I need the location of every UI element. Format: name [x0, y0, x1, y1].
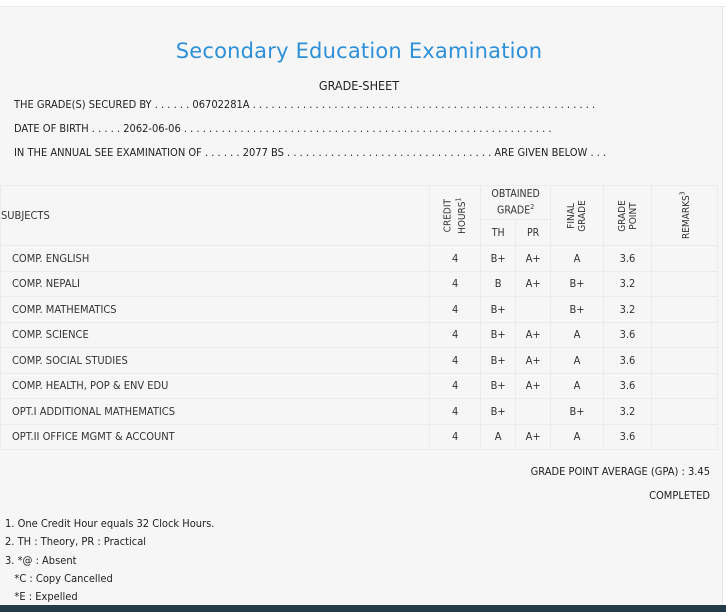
remarks-cell: [651, 297, 717, 323]
table-row: [1, 348, 718, 374]
grade-point-cell: 3.6: [604, 373, 652, 399]
pr-grade-cell: A+: [516, 348, 551, 374]
pr-grade-cell: A+: [516, 271, 551, 297]
footer-bar: [0, 605, 726, 612]
credit-cell: 4: [430, 322, 481, 348]
credit-cell: 4: [430, 246, 481, 272]
final-grade-cell: B+: [551, 297, 604, 323]
remarks-cell: [651, 322, 717, 348]
credit-cell: 4: [430, 297, 481, 323]
subject-cell: OPT.I ADDITIONAL MATHEMATICS: [1, 399, 430, 425]
sheet-subtitle: GRADE-SHEET: [318, 78, 400, 93]
remarks-header: REMARKS$^3$: [651, 186, 717, 246]
pr-subheader: PR: [516, 220, 551, 246]
note-absent: 3. *@ : Absent: [5, 554, 77, 567]
grade-point-cell: 3.2: [604, 271, 652, 297]
grade-point-cell: 3.2: [604, 399, 652, 425]
subject-cell: COMP. ENGLISH: [1, 246, 430, 272]
credit-cell: 4: [430, 271, 481, 297]
table-row: [1, 246, 718, 272]
pr-grade-cell: A+: [516, 322, 551, 348]
pr-grade-cell: [516, 399, 551, 425]
info-symbol-number: THE GRADE(S) SECURED BY . . . . . . 06702281A . . . . . . . . . . . . . . . . . . . . . . . . . . . . . . . . . . . . . . . . . . . . . . . . . . . . . . .: [14, 98, 596, 111]
grade-point-cell: 3.6: [604, 246, 652, 272]
subject-cell: OPT.II OFFICE MGMT & ACCOUNT: [1, 424, 430, 450]
final-grade-cell: A: [551, 348, 604, 374]
obtained-grade-header: OBTAINED GRADE$^2$: [481, 186, 551, 220]
final-grade-cell: A: [551, 246, 604, 272]
th-grade-cell: B: [481, 271, 516, 297]
note-expelled: *E : Expelled: [5, 590, 78, 603]
remarks-cell: [651, 373, 717, 399]
gpa-summary: GRADE POINT AVERAGE (GPA) : 3.45: [530, 465, 710, 478]
remarks-cell: [651, 246, 717, 272]
pr-grade-cell: A+: [516, 424, 551, 450]
grade-point-cell: 3.6: [604, 322, 652, 348]
table-row: [1, 271, 718, 297]
note-copy-cancelled: *C : Copy Cancelled: [5, 572, 113, 585]
table-row: [1, 424, 718, 450]
info-date-of-birth: DATE OF BIRTH . . . . . 2062-06-06 . . . . . . . . . . . . . . . . . . . . . . . . . . . . . . . . . . . . . . . . . . . . . . . . . . . . . . . . . . .: [14, 122, 552, 135]
credit-cell: 4: [430, 348, 481, 374]
info-exam-year: IN THE ANNUAL SEE EXAMINATION OF . . . . . . 2077 BS . . . . . . . . . . . . . . . . . . . . . . . . . . . . . . . . . ARE GIVEN BELOW . . .: [14, 146, 607, 159]
completion-status: COMPLETED: [649, 489, 710, 502]
remarks-cell: [651, 348, 717, 374]
grade-point-cell: 3.2: [604, 297, 652, 323]
credit-cell: 4: [430, 373, 481, 399]
subjects-header: SUBJECTS: [1, 186, 430, 246]
th-grade-cell: B+: [481, 297, 516, 323]
grade-sheet-panel: [0, 7, 723, 605]
th-subheader: TH: [481, 220, 516, 246]
credit-hours-header: CREDIT HOURS$^1$: [430, 186, 481, 246]
note-theory-practical: 2. TH : Theory, PR : Practical: [5, 535, 147, 548]
subject-cell: COMP. SCIENCE: [1, 322, 430, 348]
th-grade-cell: A: [481, 424, 516, 450]
remarks-cell: [651, 424, 717, 450]
note-credit-hour: 1. One Credit Hour equals 32 Clock Hours.: [5, 517, 215, 530]
th-grade-cell: B+: [481, 399, 516, 425]
table-row: [1, 373, 718, 399]
pr-grade-cell: A+: [516, 246, 551, 272]
th-grade-cell: B+: [481, 348, 516, 374]
subject-cell: COMP. MATHEMATICS: [1, 297, 430, 323]
final-grade-cell: A: [551, 373, 604, 399]
remarks-cell: [651, 399, 717, 425]
subject-cell: COMP. SOCIAL STUDIES: [1, 348, 430, 374]
grade-point-cell: 3.6: [604, 424, 652, 450]
final-grade-cell: B+: [551, 399, 604, 425]
final-grade-cell: A: [551, 424, 604, 450]
table-row: [1, 399, 718, 425]
exam-title: Secondary Education Examination: [175, 39, 543, 63]
subject-cell: COMP. HEALTH, POP & ENV EDU: [1, 373, 430, 399]
th-grade-cell: B+: [481, 322, 516, 348]
grade-point-header: GRADE POINT: [604, 186, 652, 246]
pr-grade-cell: [516, 297, 551, 323]
grade-point-cell: 3.6: [604, 348, 652, 374]
th-grade-cell: B+: [481, 373, 516, 399]
table-row: [1, 297, 718, 323]
table-row: [1, 322, 718, 348]
remarks-cell: [651, 271, 717, 297]
th-grade-cell: B+: [481, 246, 516, 272]
final-grade-cell: B+: [551, 271, 604, 297]
pr-grade-cell: A+: [516, 373, 551, 399]
credit-cell: 4: [430, 399, 481, 425]
final-grade-header: FINAL GRADE: [551, 186, 604, 246]
grades-table: [0, 185, 718, 450]
final-grade-cell: A: [551, 322, 604, 348]
subject-cell: COMP. NEPALI: [1, 271, 430, 297]
credit-cell: 4: [430, 424, 481, 450]
top-border: [0, 0, 726, 7]
